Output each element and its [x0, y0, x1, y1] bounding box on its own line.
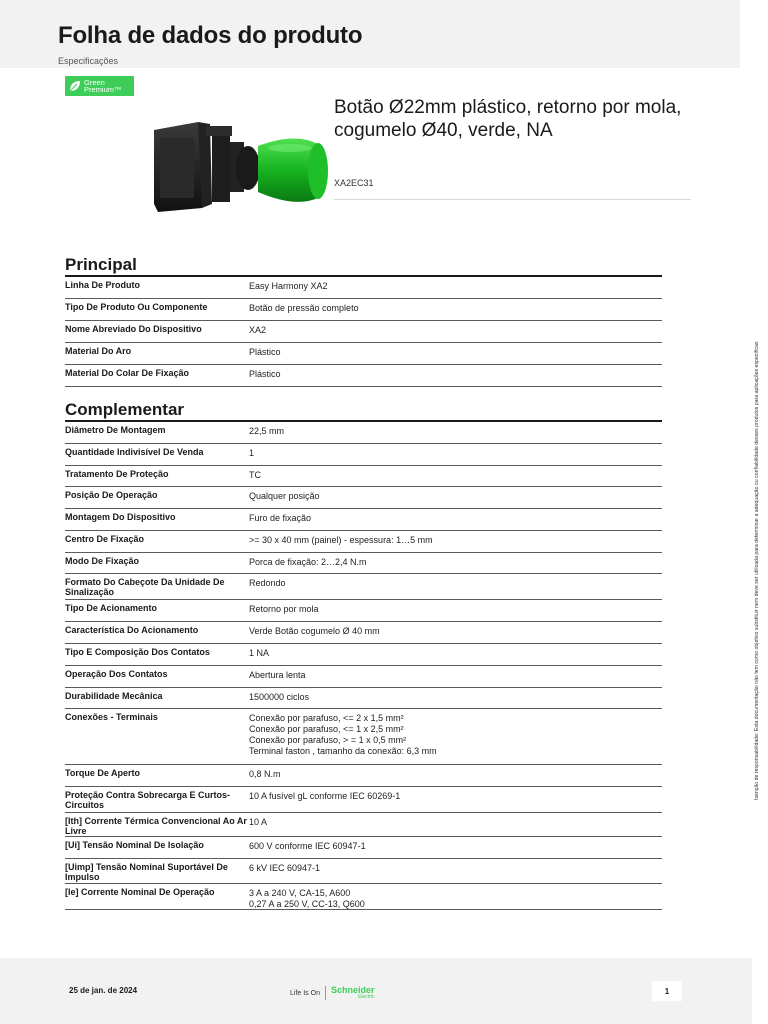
- spec-row: [65, 553, 662, 574]
- spec-value: Qualquer posição: [249, 491, 320, 501]
- spec-key: Modo De Fixação: [65, 556, 140, 566]
- section-title: Principal: [65, 255, 137, 274]
- spec-value: Retorno por mola: [249, 604, 319, 614]
- spec-value: Botão de pressão completo: [249, 303, 359, 313]
- spec-value: Plástico: [249, 347, 281, 357]
- spec-value: Verde Botão cogumelo Ø 40 mm: [249, 626, 380, 636]
- spec-row: [65, 277, 662, 299]
- spec-value: 1500000 ciclos: [249, 692, 310, 702]
- spec-value: XA2: [249, 325, 267, 335]
- leaf-icon: [68, 79, 82, 93]
- document-subtitle: Especificações: [58, 56, 119, 66]
- spec-row: [65, 884, 662, 910]
- product-reference: XA2EC31: [334, 178, 374, 188]
- spec-value: 1: [249, 448, 255, 458]
- spec-key: Conexões - Terminais: [65, 712, 158, 722]
- spec-row: [65, 765, 662, 787]
- spec-row: [65, 787, 662, 813]
- page-number: 1: [652, 981, 682, 1001]
- spec-key: Nome Abreviado Do Dispositivo: [65, 324, 202, 334]
- spec-key: Torque De Aperto: [65, 768, 141, 778]
- spec-value: 3 A a 240 V, CA-15, A600 0,27 A a 250 V, CC-13, Q600: [249, 888, 365, 909]
- spec-value: 10 A fusível gL conforme IEC 60269-1: [249, 791, 401, 801]
- spec-row: [65, 531, 662, 553]
- disclaimer-text: Isenção de responsabilidade: Esta documentação não tem como objetivo substituir nem deve ser utilizada para determinar a adequação ou confiabilidade desses produtos para aplicações específicas: [754, 341, 760, 800]
- spec-key: Material Do Colar De Fixação: [65, 368, 190, 378]
- spec-row: [65, 299, 662, 321]
- spec-row: [65, 574, 662, 600]
- spec-row: [65, 813, 662, 837]
- spec-key: Montagem Do Dispositivo: [65, 512, 176, 522]
- spec-key: Operação Dos Contatos: [65, 669, 168, 679]
- spec-row: [65, 321, 662, 343]
- divider: [334, 199, 691, 200]
- spec-key: Tipo E Composição Dos Contatos: [65, 647, 210, 657]
- spec-value: 22,5 mm: [249, 426, 285, 436]
- spec-value: 600 V conforme IEC 60947-1: [249, 841, 366, 851]
- spec-value: Conexão por parafuso, <= 2 x 1,5 mm² Conexão por parafuso, <= 1 x 2,5 mm² Conexão por parafuso, > = 1 x 0,5 mm² Terminal faston , tamanho da conexão: 6,3 mm: [249, 713, 437, 756]
- spec-key: Durabilidade Mecânica: [65, 691, 163, 701]
- footer-date: 25 de jan. de 2024: [69, 986, 138, 995]
- brand-name: [331, 986, 375, 1000]
- spec-value: 10 A: [249, 817, 268, 827]
- spec-key: Centro De Fixação: [65, 534, 145, 544]
- spec-row: [65, 600, 662, 622]
- spec-row: [65, 343, 662, 365]
- divider: [325, 986, 326, 1000]
- section-title: Complementar: [65, 400, 185, 419]
- spec-row: [65, 688, 662, 709]
- complementar-section: [65, 401, 662, 910]
- spec-row: [65, 509, 662, 531]
- document-title: Folha de dados do produto: [58, 22, 363, 49]
- spec-row: [65, 466, 662, 487]
- spec-value: Redondo: [249, 578, 286, 588]
- spec-row: [65, 644, 662, 666]
- spec-value: Plástico: [249, 369, 281, 379]
- spec-row: [65, 859, 662, 884]
- spec-key: Característica Do Acionamento: [65, 625, 199, 635]
- spec-key: Formato Do Cabeçote Da Unidade De Sinalização: [65, 577, 225, 597]
- spec-row: [65, 837, 662, 859]
- spec-row: [65, 622, 662, 644]
- spec-value: Furo de fixação: [249, 513, 312, 523]
- spec-value: Porca de fixação: 2…2,4 N.m: [249, 557, 367, 567]
- spec-row: [65, 487, 662, 509]
- spec-row: [65, 709, 662, 765]
- spec-key: [Uimp] Tensão Nominal Suportável De Impulso: [65, 862, 228, 882]
- tagline: Life Is On: [290, 989, 320, 997]
- spec-value: Easy Harmony XA2: [249, 281, 328, 291]
- badge-line-1: Green: [84, 77, 105, 87]
- spec-value: >= 30 x 40 mm (painel) - espessura: 1…5 mm: [249, 535, 433, 545]
- spec-value: 6 kV IEC 60947-1: [249, 863, 321, 873]
- spec-value: Abertura lenta: [249, 670, 306, 680]
- product-image: [140, 108, 335, 218]
- spec-key: Proteção Contra Sobrecarga E Curtos-Circuitos: [65, 790, 231, 810]
- disclaimer-note: [754, 230, 763, 800]
- schneider-electric-logo: [290, 985, 374, 1001]
- spec-row: [65, 365, 662, 387]
- spec-value: 1 NA: [249, 648, 270, 658]
- spec-row: [65, 422, 662, 444]
- spec-key: Posição De Operação: [65, 490, 158, 500]
- spec-value: TC: [249, 470, 261, 480]
- spec-key: Quantidade Indivisível De Venda: [65, 447, 204, 457]
- spec-key: Tipo De Acionamento: [65, 603, 158, 613]
- principal-section: [65, 256, 662, 387]
- brand-subtext: Electric: [358, 994, 375, 1000]
- spec-key: [Ui] Tensão Nominal De Isolação: [65, 840, 204, 850]
- brand-text: Schneider: [330, 985, 375, 995]
- spec-value: 0,8 N.m: [249, 769, 281, 779]
- spec-row: [65, 444, 662, 466]
- green-premium-badge: [65, 76, 134, 96]
- spec-row: [65, 666, 662, 688]
- spec-key: Linha De Produto: [65, 280, 140, 290]
- spec-key: Diâmetro De Montagem: [65, 425, 166, 435]
- spec-key: [Ith] Corrente Térmica Convencional Ao Ar Livre: [65, 816, 247, 836]
- spec-key: Tratamento De Proteção: [65, 469, 169, 479]
- spec-key: [Ie] Corrente Nominal De Operação: [65, 887, 215, 897]
- badge-line-2: Premium™: [84, 85, 122, 94]
- spec-key: Material Do Aro: [65, 346, 132, 356]
- spec-key: Tipo De Produto Ou Componente: [65, 302, 208, 312]
- product-title: Botão Ø22mm plástico, retorno por mola, cogumelo Ø40, verde, NA: [334, 97, 682, 141]
